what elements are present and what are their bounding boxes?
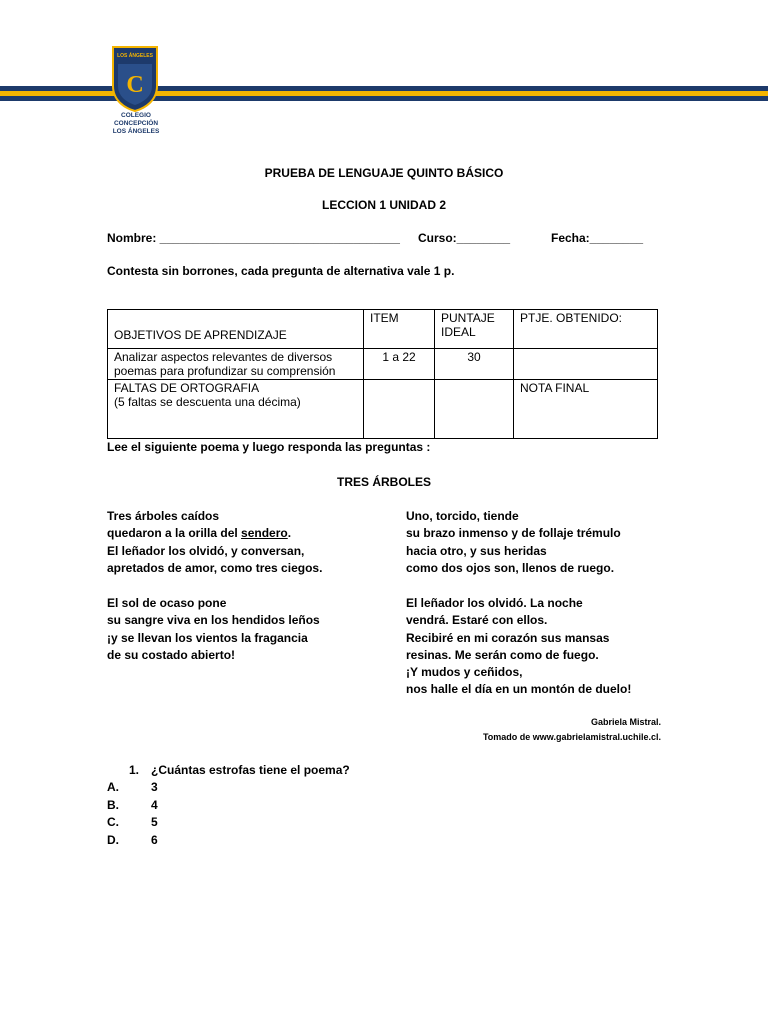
header-ideal-score: PUNTAJE IDEAL	[435, 310, 514, 349]
ideal-score-cell: 30	[435, 349, 514, 380]
school-name	[100, 112, 172, 136]
poem-line: resinas. Me serán como de fuego.	[406, 647, 599, 662]
option-a[interactable]: A. 3	[107, 780, 158, 794]
poem-line: El sol de ocaso pone	[107, 596, 227, 610]
poem-line: El leñador los olvidó, y conversan,	[107, 543, 305, 558]
school-name-line1: COLEGIO CONCEPCIÓN	[113, 112, 159, 127]
svg-text:C: C	[126, 72, 144, 98]
poem-line: quedaron a la orilla del sendero.	[107, 526, 292, 541]
poem-line: Tres árboles caídos	[107, 509, 220, 523]
poem-line: como dos ojos son, llenos de ruego.	[406, 560, 615, 575]
objective-cell: Analizar aspectos relevantes de diversos poemas para profundizar su comprensión	[108, 349, 364, 380]
poem-line: ¡Y mudos y ceñidos,	[406, 665, 523, 680]
underlined-word: sendero	[241, 526, 288, 541]
crest-text: LOS ÁNGELES	[117, 53, 153, 59]
objectives-table	[107, 309, 658, 439]
school-name-line2: LOS ÁNGELES	[112, 128, 160, 135]
poem-left-stanza-2	[107, 595, 320, 664]
poem-right-stanza-2	[406, 595, 631, 699]
final-grade-cell[interactable]: NOTA FINAL	[514, 380, 658, 439]
poem-line: ¡y se llevan los vientos la fragancia	[107, 630, 308, 645]
name-field[interactable]: Nombre: ____________________________________	[107, 231, 400, 245]
poem-line: El leñador los olvidó. La noche	[406, 596, 583, 610]
poem-author: Gabriela Mistral.	[590, 717, 661, 727]
question-number: 1.	[129, 763, 140, 777]
spelling-cell	[108, 380, 364, 439]
header-obtained-score: PTJE. OBTENIDO:	[514, 310, 658, 349]
date-field[interactable]: Fecha:________	[551, 231, 644, 245]
page-title: PRUEBA DE LENGUAJE QUINTO BÁSICO	[264, 166, 504, 180]
page-subtitle: LECCION 1 UNIDAD 2	[321, 198, 446, 212]
empty-item-cell	[364, 380, 435, 439]
item-range-cell: 1 a 22	[364, 349, 435, 380]
poem-line: hacia otro, y sus heridas	[406, 543, 547, 558]
poem-line: nos halle el día en un montón de duelo!	[406, 682, 632, 697]
poem-source: Tomado de www.gabrielamistral.uchile.cl.	[482, 732, 661, 742]
header-objectives: OBJETIVOS DE APRENDIZAJE	[108, 310, 364, 349]
school-crest-logo	[112, 46, 158, 112]
poem-right-stanza-1	[406, 508, 621, 577]
poem-line: su sangre viva en los hendidos leños	[107, 613, 320, 628]
poem-line: apretados de amor, como tres ciegos.	[107, 560, 323, 575]
poem-left-stanza-1	[107, 508, 322, 577]
answer-options	[107, 779, 158, 850]
poem-line: de su costado abierto!	[107, 647, 236, 662]
course-field[interactable]: Curso:________	[418, 231, 511, 245]
empty-ideal-cell	[435, 380, 514, 439]
option-c[interactable]: C. 5	[107, 815, 158, 830]
poem-line: Recibiré en mi corazón sus mansas	[406, 630, 610, 645]
poem-line: su brazo inmenso y de follaje trémulo	[406, 526, 621, 541]
option-d[interactable]: D. 6	[107, 833, 158, 848]
obtained-score-cell[interactable]	[514, 349, 658, 380]
spelling-note: (5 faltas se descuenta una décima)	[114, 395, 301, 409]
read-instruction: Lee el siguiente poema y luego responda las preguntas :	[107, 440, 431, 454]
poem-title: TRES ÁRBOLES	[336, 475, 431, 489]
poem-line: vendrá. Estaré con ellos.	[406, 613, 548, 628]
poem-line: Uno, torcido, tiende	[406, 509, 519, 523]
spelling-title: FALTAS DE ORTOGRAFIA	[114, 381, 260, 395]
header-item: ITEM	[364, 310, 435, 349]
instruction-text: Contesta sin borrones, cada pregunta de alternativa vale 1 p.	[107, 264, 455, 278]
question-text: ¿Cuántas estrofas tiene el poema?	[151, 763, 350, 777]
option-b[interactable]: B. 4	[107, 797, 158, 812]
